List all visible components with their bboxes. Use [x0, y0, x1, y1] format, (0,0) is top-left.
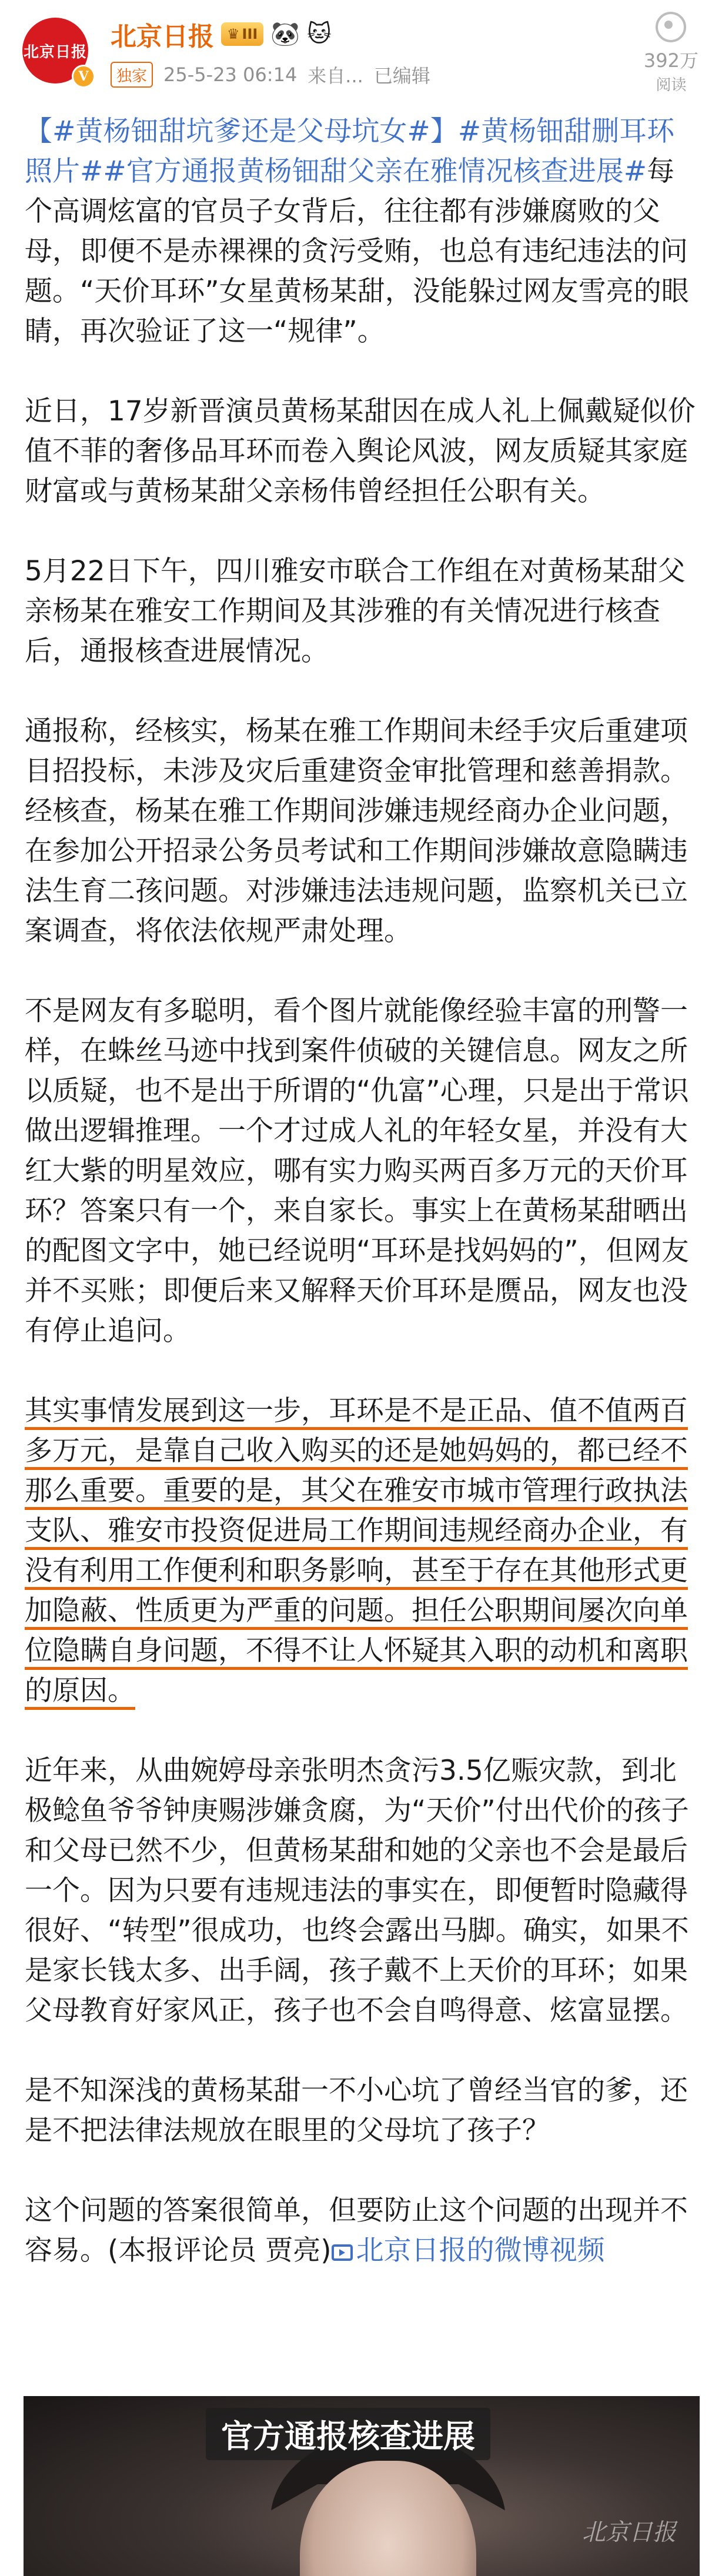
reads-counter	[644, 12, 698, 95]
paragraph-1	[25, 112, 701, 352]
eye-icon	[656, 12, 686, 42]
verified-badge-icon: V	[72, 65, 95, 88]
paragraph-4: 通报称，经核实，杨某在雅工作期间未经手灾后重建项目招投标，未涉及灾后重建资金审批管理和慈善捐款。经核查，杨某在雅工作期间涉嫌违规经商办企业问题，在参加公开招录公务员考试和工作期间涉嫌故意隐瞒违法生育二孩问题。对涉嫌违法违规问题，监察机关已立案调查，将依法依规严肃处理。	[25, 715, 688, 947]
reads-label: 阅读	[656, 76, 687, 94]
paragraph-2: 近日，17岁新晋演员黄杨某甜因在成人礼上佩戴疑似价值不菲的奢侈品耳环而卷入舆论风波，网友质疑其家庭财富或与黄杨某甜父亲杨伟曾经担任公职有关。	[25, 395, 696, 507]
panda-icon: 🐼	[270, 21, 300, 48]
post-source: 来自...	[307, 65, 363, 87]
video-link-icon	[332, 2244, 353, 2261]
paragraph-5: 不是网友有多聪明，看个图片就能像经验丰富的刑警一样，在蛛丝马迹中找到案件侦破的关键信息。网友之所以质疑，也不是出于所谓的“仇富”心理，只是出于常识做出逻辑推理。一个才过成人礼的年轻女星，并没有大红大紫的明星效应，哪有实力购买两百多万元的天价耳环？答案只有一个，来自家长。事实上在黄杨某甜晒出的配图文字中，她已经说明“耳环是找妈妈的”，但网友并不买账；即便后来又解释天价耳环是赝品，网友也没有停止追问。	[25, 995, 689, 1347]
level-badge[interactable]	[221, 22, 263, 46]
crown-icon: ♛	[227, 26, 240, 42]
video-link-label: 北京日报的微博视频	[356, 2234, 605, 2267]
account-name[interactable]: 北京日报	[111, 22, 214, 52]
post-header	[0, 0, 722, 100]
paragraph-3: 5月22日下午，四川雅安市联合工作组在对黄杨某甜父亲杨某在雅安工作期间及其涉雅的有关情况进行核查后，通报核查进展情况。	[25, 555, 686, 667]
video-caption: 官方通报核查进展	[206, 2408, 490, 2460]
meta-row	[111, 61, 430, 88]
name-row	[111, 15, 332, 53]
video-watermark: 北京日报	[582, 2519, 676, 2546]
topic-link[interactable]: 【#黄杨钿甜坑爹还是父母坑女#】	[25, 115, 458, 148]
paragraph-8: 是不知深浅的黄杨某甜一不小心坑了曾经当官的爹，还是不把法律法规放在眼里的父母坑了孩子？	[25, 2074, 688, 2147]
paragraph-6-highlighted: 其实事情发展到这一步，耳环是不是正品、值不值两百多万元，是靠自己收入购买的还是她妈妈的，都已经不那么重要。重要的是，其父在雅安市城市管理行政执法支队、雅安市投资促进局工作期间违规经商办企业，有没有利用工作便利和职务影响，甚至于存在其他形式更加隐蔽、性质更为严重的问题。担任公职期间屡次向单位隐瞒自身问题，不得不让人怀疑其入职的动机和离职的原因。	[25, 1395, 688, 1707]
post-timestamp: 25-5-23 06:14	[163, 64, 298, 86]
level-badge-label: III	[242, 26, 258, 42]
paragraph-text: 每个高调炫富的官员子女背后，往往都有涉嫌腐败的父母，即便不是赤裸裸的贪污受贿，也总有违纪违法的问题。“天价耳环”女星黄杨某甜，没能躲过网友雪亮的眼睛，再次验证了这一“规律”。	[25, 155, 689, 348]
video-link[interactable]	[332, 2234, 605, 2267]
exclusive-tag: 独家	[111, 62, 153, 88]
edited-label[interactable]: 已编辑	[373, 65, 430, 87]
avatar-logo-text: 北京日报	[23, 43, 87, 61]
topic-link[interactable]: #官方通报黄杨钿甜父亲在雅情况核查进展#	[103, 155, 647, 188]
cat-icon: 🐱	[307, 21, 332, 48]
paragraph-9	[25, 2191, 701, 2271]
topic-link[interactable]: #黄杨钿甜删耳环照片#	[25, 115, 675, 188]
post-body	[25, 112, 701, 2311]
video-player[interactable]	[24, 2396, 700, 2576]
paragraph-7: 近年来，从曲婉婷母亲张明杰贪污3.5亿赈灾款，到北极鲶鱼爷爷钟庚赐涉嫌贪腐，为“天价”付出代价的孩子和父母已然不少，但黄杨某甜和她的父亲也不会是最后一个。因为只要有违规违法的事实在，即便暂时隐藏得很好、“转型”很成功，也终会露出马脚。确实，如果不是家长钱太多、出手阔，孩子戴不上天价的耳环；如果父母教育好家风正，孩子也不会自鸣得意、炫富显摆。	[25, 1755, 689, 2027]
paragraph-text: 这个问题的答案很简单，但要防止这个问题的出现并不容易。(本报评论员 贾亮)	[25, 2194, 688, 2267]
reads-count: 392万	[643, 49, 698, 72]
